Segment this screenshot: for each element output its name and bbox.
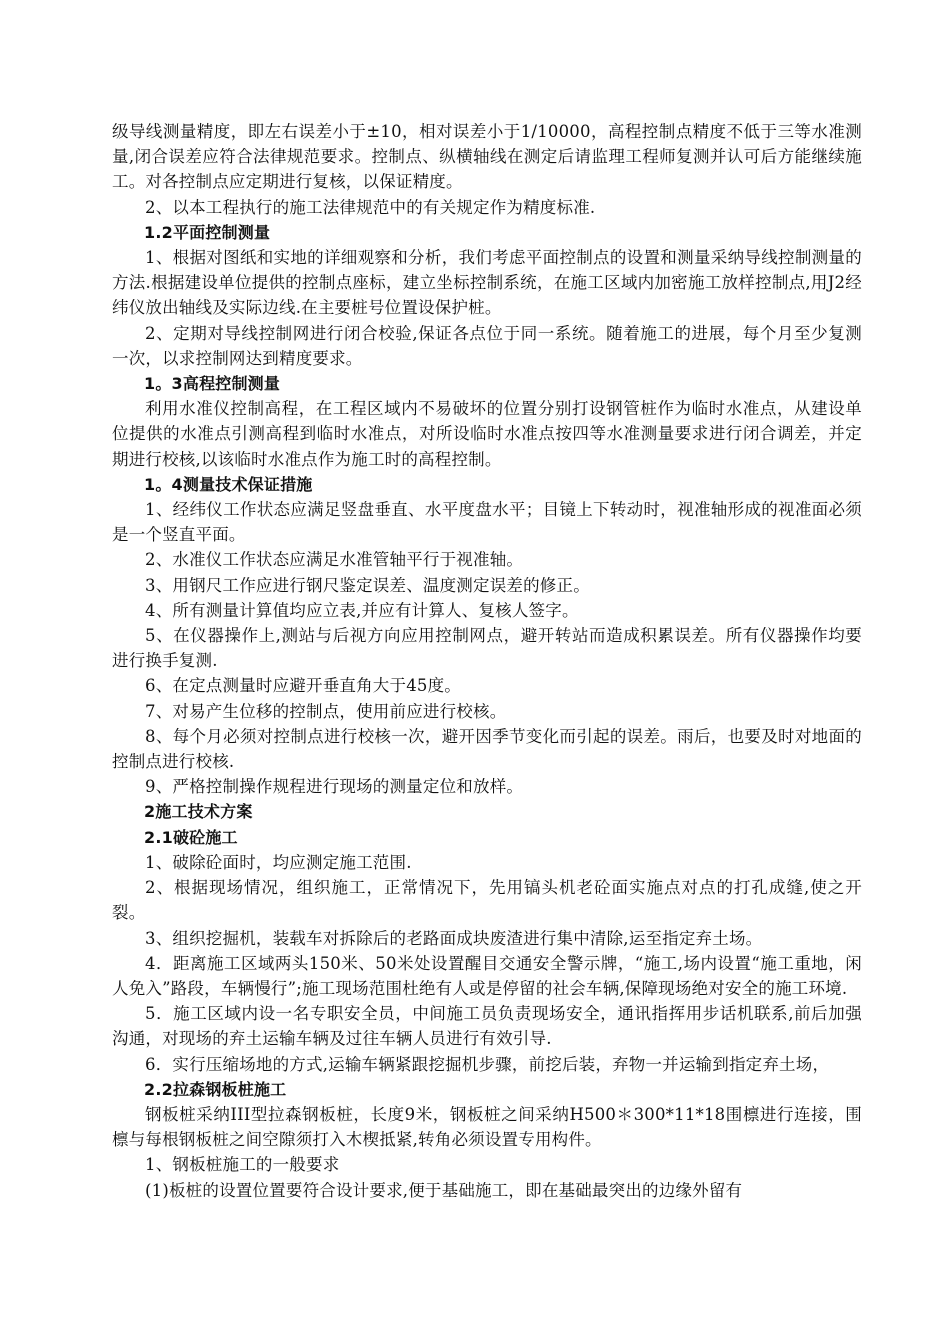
- body-paragraph: 2、根据现场情况，组织施工，正常情况下，先用镐头机老砼面实施点对点的打孔成缝,使之开裂。: [112, 878, 862, 923]
- body-paragraph: 6、在定点测量时应避开垂直角大于45度。: [145, 676, 461, 696]
- body-paragraph: 6．实行压缩场地的方式,运输车辆紧跟挖掘机步骤，前挖后装，弃物一并运输到指定弃土场，: [145, 1054, 830, 1074]
- section-heading: 1。4测量技术保证措施: [144, 474, 313, 494]
- body-paragraph: 利用水准仪控制高程，在工程区域内不易破坏的位置分别打设钢管桩作为临时水准点，从建设单位提供的水准点引测高程到临时水准点，对所设临时水准点按四等水准测量要求进行闭合调差，并定期进行校核,以该临时水准点作为施工时的高程控制。: [112, 399, 862, 469]
- body-paragraph: 4．距离施工区域两头150米、50米处设置醒目交通安全警示牌，“施工,场内设置“施工重地，闲人免入”路段，车辆慢行”;施工现场范围杜绝有人或是停留的社会车辆,保障现场绝对安全的施工环境.: [112, 953, 862, 998]
- body-paragraph: (1)板桩的设置位置要符合设计要求,便于基础施工，即在基础最突出的边缘外留有: [145, 1180, 743, 1200]
- body-paragraph: 3、组织挖掘机，装载车对拆除后的老路面成块废渣进行集中清除,运至指定弃土场。: [145, 928, 763, 948]
- body-paragraph: 7、对易产生位移的控制点，使用前应进行校核。: [145, 701, 507, 721]
- document-body: [112, 119, 862, 1203]
- section-heading: 2施工技术方案: [144, 802, 253, 822]
- body-paragraph: 9、严格控制操作规程进行现场的测量定位和放样。: [145, 777, 524, 797]
- body-paragraph: 钢板桩采纳III型拉森钢板桩，长度9米，钢板桩之间采纳H500＊300*11*18围檩进行连接，围檩与每根钢板桩之间空隙须打入木楔抵紧,转角必须设置专用构件。: [112, 1104, 862, 1150]
- body-paragraph: 4、所有测量计算值均应立表,并应有计算人、复核人签字。: [145, 600, 579, 620]
- body-paragraph: 2、水准仪工作状态应满足水准管轴平行于视准轴。: [145, 550, 524, 570]
- body-paragraph: 8、每个月必须对控制点进行校核一次，避开因季节变化而引起的误差。雨后，也要及时对地面的控制点进行校核.: [112, 726, 862, 772]
- body-paragraph: 1、根据对图纸和实地的详细观察和分析，我们考虑平面控制点的设置和测量采纳导线控制测量的方法.根据建设单位提供的控制点座标，建立坐标控制系统，在施工区域内加密施工放样控制点,用J2经纬仪放出轴线及实际边线.在主要桩号位置设保护桩。: [112, 248, 862, 318]
- body-paragraph: 1、经纬仪工作状态应满足竖盘垂直、水平度盘水平；目镜上下转动时，视准轴形成的视准面必须是一个竖直平面。: [112, 500, 862, 545]
- section-heading: 1。3高程控制测量: [144, 374, 281, 394]
- body-paragraph: 1、钢板桩施工的一般要求: [145, 1155, 340, 1175]
- body-paragraph: 5、在仪器操作上,测站与后视方向应用控制网点，避开转站而造成积累误差。所有仪器操作均要进行换手复测.: [112, 626, 862, 671]
- body-paragraph: 5．施工区域内设一名专职安全员，中间施工员负责现场安全，通讯指挥用步话机联系,前后加强沟通，对现场的弃土运输车辆及过往车辆人员进行有效引导.: [112, 1004, 862, 1049]
- body-paragraph: 3、用钢尺工作应进行钢尺鉴定误差、温度测定误差的修正。: [145, 575, 590, 595]
- body-paragraph: 2、定期对导线控制网进行闭合校验,保证各点位于同一系统。随着施工的进展，每个月至少复测一次，以求控制网达到精度要求。: [112, 323, 862, 368]
- body-paragraph: 1、破除砼面时，均应测定施工范围.: [145, 852, 412, 872]
- section-heading: 2.2拉森钢板桩施工: [144, 1079, 287, 1099]
- body-paragraph: 2、以本工程执行的施工法律规范中的有关规定作为精度标准.: [145, 197, 596, 217]
- section-heading: 1.2平面控制测量: [144, 222, 271, 242]
- section-heading: 2.1破砼施工: [144, 827, 238, 847]
- body-paragraph: 级导线测量精度，即左右误差小于±10，相对误差小于1/10000，高程控制点精度不低于三等水准测量,闭合误差应符合法律规范要求。控制点、纵横轴线在测定后请监理工程师复测并认可后方能继续施工。对各控制点应定期进行复核，以保证精度。: [112, 122, 862, 192]
